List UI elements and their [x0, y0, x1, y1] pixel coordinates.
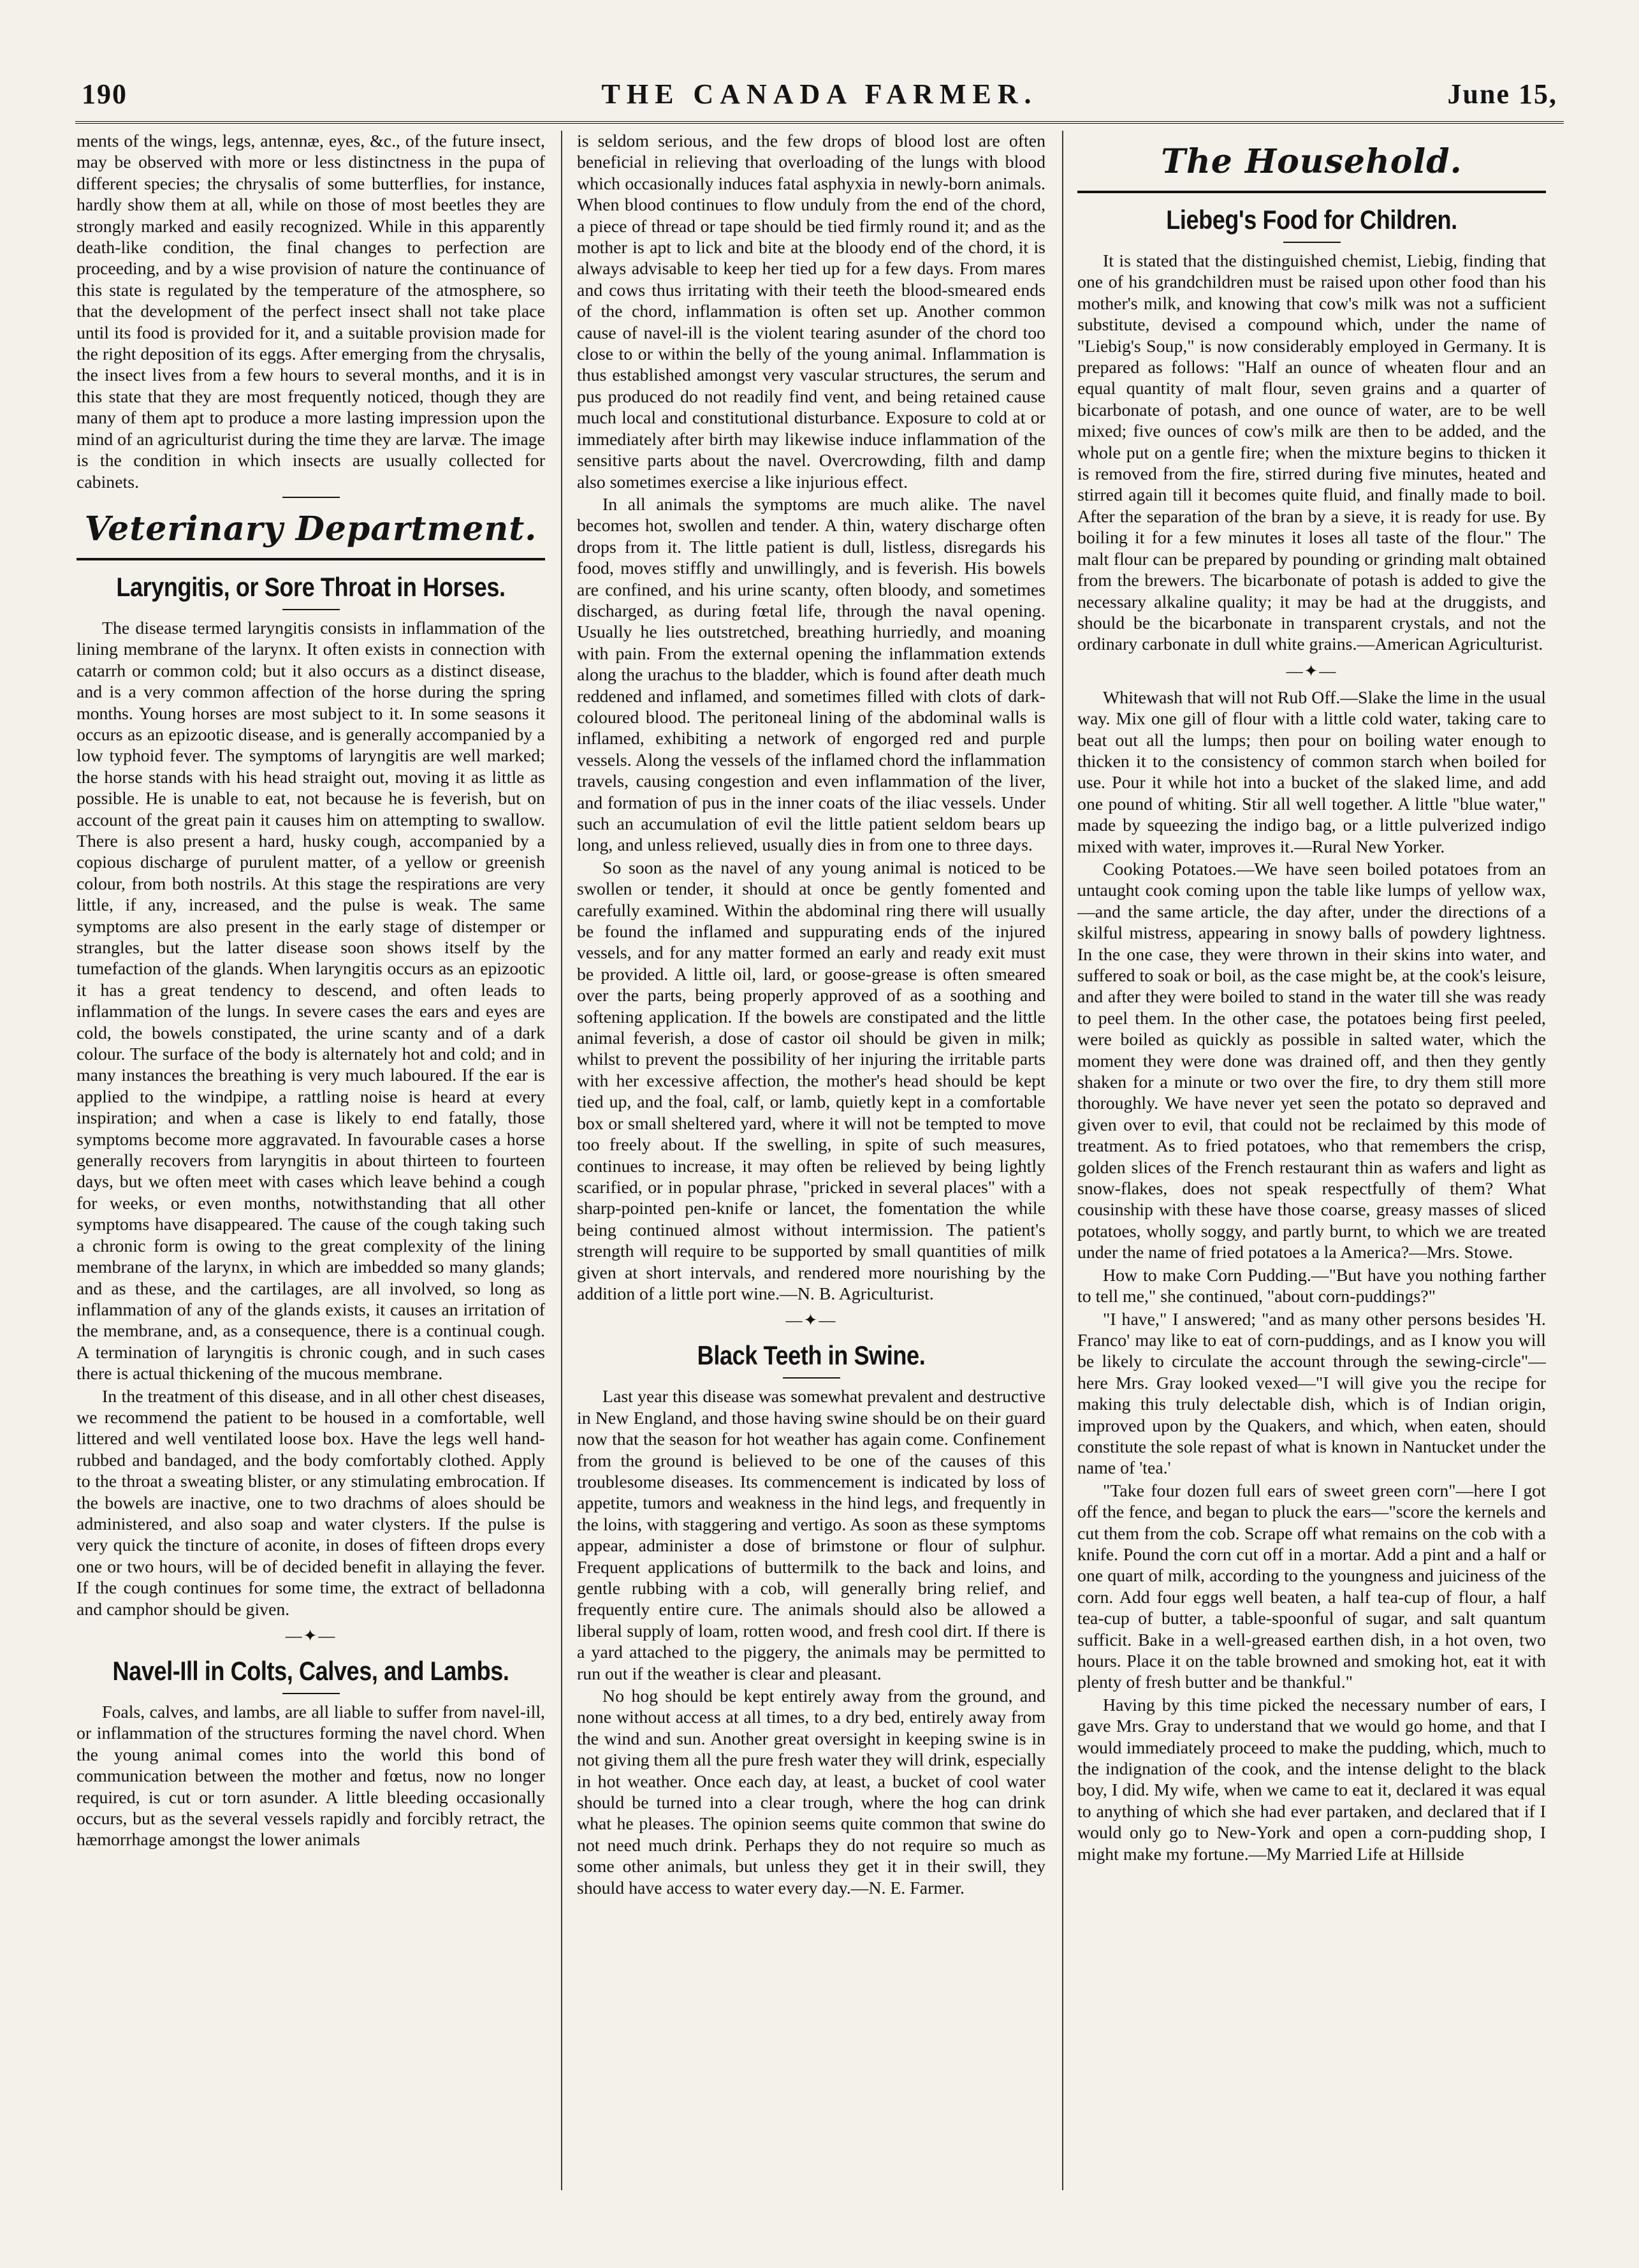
laryngitis-article-title: Laryngitis, or Sore Throat in Horses. [116, 571, 506, 602]
heading-rule [1077, 191, 1546, 193]
corn-pudding-recipe-paragraph: "Take four dozen full ears of sweet green corn"—here I got off the fence, and began to pluck the ears—"score the kernels and cut them from the cob. Scrape off what remains on the cob with a knife. Pound the corn cut off in a mortar. Add a pint and a half or one quart of milk, according to the youngness and juiciness of the corn. Add four eggs well beaten, a half tea-cup of flour, a half tea-cup of butter, a table-spoonful of sugar, and salt quantum sufficit. Bake in a well-greased earthen dish, in a hot oven, two hours. Place it on the table browned and smoking hot, eat it with plenty of fresh butter and be thankful." [1077, 1481, 1546, 1693]
black-teeth-paragraph: Last year this disease was somewhat prevalent and destructive in New England, and those having swine should be on their guard now that the season for hot weather has again come. Confinement from the ground is believed to be one of the causes of this troublesome diseases. Its commencement is indicated by loss of appetite, tumors and weakness in the hind legs, and frequently in the loins, with staggering and vertigo. As soon as these symptoms appear, administer a dose of brimstone or flour of sulphur. Frequent applications of buttermilk to the back and loins, and gentle rubbing with a cob, will generally bring relief, and frequently entire cure. The animals should also be allowed a liberal supply of loam, rotten wood, and fresh cool dirt. If there is a yard attached to the piggery, the animals may be permitted to run out if the weather is clear and pleasant. [577, 1387, 1045, 1684]
navel-ill-paragraph: Foals, calves, and lambs, are all liable to suffer from navel-ill, or inflammation of the structures forming the navel chord. When the young animal comes into the world this bond of communication between the mother and fœtus, now no longer required, is cut or torn asunder. A little bleeding occasionally occurs, but as the several vessels rapidly and forcibly retract, the hæmorrhage amongst the lower animals [76, 1702, 545, 1850]
column-divider [561, 131, 562, 2190]
corn-pudding-paragraph: Having by this time picked the necessary number of ears, I gave Mrs. Gray to understand that we would go home, and that I would immediately proceed to make the pudding, which, much to the indignation of the cook, and the intense delight to the black boy, I did. My wife, when we came to eat it, declared it was equal to anything of which she had ever partaken, and declared that if I would only go to New-York and open a corn-pudding shop, I might make my fortune.—My Married Life at Hillside [1077, 1695, 1546, 1864]
black-teeth-paragraph: No hog should be kept entirely away from the ground, and none without access at all times, to a dry bed, entirely away from the wind and sun. Another great oversight in keeping swine is in not giving them all the pure fresh water they will drink, especially in hot weather. Once each day, at least, a bucket of cool water should be turned into a clear trough, where the hog can drink what he pleases. The opinion seems quite common that swine do not need much drink. Perhaps they do not require so much as some other animals, but unless they get it in their swill, they should have access to water every day.—N. E. Farmer. [577, 1686, 1045, 1898]
navel-ill-treatment-paragraph: So soon as the navel of any young animal is noticed to be swollen or tender, it should at once be gently fomented and carefully examined. Within the abdominal ring there will usually be found the inflamed and suppurating ends of the injured vessels, and for any matter formed an early and ready exit must be provided. A little oil, lard, or goose-grease is often smeared over the parts, being properly approved of as a soothing and softening application. If the bowels are constipated and the little animal feverish, a dose of castor oil should be given in milk; whilst to prevent the possibility of her injuring the irritable parts with her excessive affection, the mother's head should be kept tied up, and the foal, calf, or lamb, quietly kept in a comfortable box or small sheltered yard, where it will not be tempted to move too freely about. If the swelling, in spite of such measures, continues to increase, it may often be relieved by being lightly scarified, or in popular phrase, "pricked in several places" with a sharp-pointed pen-knife or lancet, the fomentation the while being continued almost without intermission. The patient's strength will require to be supported by small quantities of milk given at short intervals, and rendered more nourishing by the addition of a little port wine.—N. B. Agriculturist. [577, 858, 1045, 1304]
navel-ill-symptoms-paragraph: In all animals the symptoms are much alike. The navel becomes hot, swollen and tender. A thin, watery discharge often drops from it. The little patient is dull, listless, disregards his food, moves stiffly and unwillingly, and is feverish. His bowels are confined, and his urine scanty, often bloody, and sometimes discharged, as during fœtal life, through the naval opening. Usually he lies outstretched, breathing hurriedly, and moaning with pain. From the external opening the inflammation extends along the urachus to the bladder, which is found after death much reddened and inflamed, and sometimes filled with clots of dark-coloured blood. The peritoneal lining of the abdominal walls is inflamed, exhibiting a network of engorged red and purple vessels. Along the vessels of the inflamed chord the inflammation travels, causing congestion and even inflammation of the liver, and formation of pus in the inner coats of the iliac vessels. Under such an accumulation of evil the little patient seldom bears up long, and unless relieved, usually dies in from one to three days. [577, 494, 1045, 856]
section-separator [282, 497, 340, 498]
navel-ill-continuation: is seldom serious, and the few drops of blood lost are often beneficial in relieving that overloading of the lungs with blood which occasionally induces fatal asphyxia in newly-born animals. When blood continues to flow unduly from the end of the chord, a piece of thread or tape should be tied firmly round it; and as the mother is apt to lick and bite at the bloody end of the chord, it is always advisable to keep her tied up for a few days. From mares and cows thus irritating with their teeth the blood-smeared ends of the chord, inflammation is often set up. Another common cause of navel-ill is the violent tearing asunder of the chord too close to or within the belly of the young animal. Inflammation is thus established amongst very vascular structures, the serum and pus produced do not readily find vent, and being retained cause much local and constitutional disturbance. Exposure to cold at or immediately after birth may likewise induce inflammation of the sensitive parts about the navel. Overcrowding, filth and damp also sometimes exercise a like injurious effect. [577, 131, 1045, 492]
household-department-heading: The Household. [1161, 142, 1462, 181]
masthead [75, 77, 1564, 115]
cooking-potatoes-paragraph: Cooking Potatoes.—We have seen boiled potatoes from an untaught cook coming upon the table like lumps of yellow wax,—and the same article, the day after, under the directions of a skilful mistress, appearing in snowy balls of powdery lightness. In the one case, they were thrown in their skins into water, and suffered to soak or boil, as the case might be, at the cook's leisure, and after they were boiled to stand in the water till she was ready to peel them. In the other case, the potatoes being first peeled, were boiled as quickly as possible in salted water, which the moment they were done was drained off, and then they gently shaken for a minute or two over the fire, to dry them still more thoroughly. We have never yet seen the potato so depraved and given over to evil, that could not be reclaimed by this mode of treatment. As to fried potatoes, who that remembers the crisp, golden slices of the French restaurant thin as wafers and light as snow-flakes, does not speak respectfully of them? What cousinship with these have those coarse, greasy masses of sliced potatoes, wholly soggy, and partly burnt, to which we are treated under the name of fried potatoes a la America?—Mrs. Stowe. [1077, 859, 1546, 1263]
ornament-separator: —✦— [1286, 661, 1337, 680]
whitewash-paragraph: Whitewash that will not Rub Off.—Slake the lime in the usual way. Mix one gill of flour with a little cold water, taking care to beat out all the lumps; then pour on boiling water enough to thicken it to the consistency of common starch when boiled for use. Pour it while hot into a bucket of the slaked lime, and add one pound of whiting. Stir all well together. A little "blue water," made by squeezing the indigo bag, or a little pulverized indigo mixed with water, improves it.—Rural New Yorker. [1077, 687, 1546, 857]
liebeg-paragraph: It is stated that the distinguished chemist, Liebig, finding that one of his grandchildren must be raised upon other food than his mother's milk, and knowing that cow's milk was not a sufficient substitute, devised a compound which, under the name of "Liebig's Soup," is now considerably employed in Germany. It is prepared as follows: "Half an ounce of wheaten flour and an equal quantity of malt flour, seven grains and a quarter of bicarbonate of potash, and one ounce of water, are to be well mixed; five ounces of cow's milk are then to be added, and the whole put on a gentle fire; when the mixture begins to thicken it is removed from the fire, stirred during five minutes, heated and stirred again till it becomes quite fluid, and finally made to boil. After the separation of the bran by a sieve, it is ready for use. By boiling it for a few minutes it loses all taste of the flour." The malt flour can be prepared by pounding or grinding malt obtained from the brewers. The bicarbonate of potash is added to give the necessary alkaline quality; it may be had at the druggists, and should be the bicarbonate in transparent crystals, and not the ordinary carbonate in dull white grains.—American Agriculturist. [1077, 251, 1546, 655]
masthead-rule [75, 121, 1564, 124]
issue-date: June 15, [1447, 78, 1557, 110]
ornament-separator: —✦— [285, 1627, 337, 1645]
page-number: 190 [82, 78, 127, 110]
black-teeth-article-title: Black Teeth in Swine. [697, 1340, 926, 1371]
column-2 [577, 131, 1045, 2190]
column-divider [1062, 131, 1063, 2190]
navel-ill-article-title: Navel-Ill in Colts, Calves, and Lambs. [112, 1656, 509, 1686]
ornament-separator: —✦— [785, 1311, 837, 1330]
veterinary-department-heading: Veterinary Department. [84, 509, 537, 548]
title-rule [783, 1377, 840, 1379]
newspaper-title: THE CANADA FARMER. [601, 78, 1038, 110]
title-rule [282, 609, 340, 610]
heading-rule [76, 558, 545, 560]
column-3 [1077, 131, 1546, 2190]
title-rule [1283, 242, 1341, 243]
liebeg-article-title: Liebeg's Food for Children. [1166, 205, 1457, 235]
laryngitis-paragraph: The disease termed laryngitis consists in inflammation of the lining membrane of the larynx. It often exists in connection with catarrh or common cold; but it also occurs as a distinct disease, and is a very common affection of the horse during the spring months. Young horses are most subject to it. In some seasons it occurs as an epizootic disease, and is generally accompanied by a low typhoid fever. The symptoms of laryngitis are well marked; the horse stands with his head straight out, moving it as little as possible. He is unable to eat, not because he is feverish, but on account of the great pain it causes him on attempting to swallow. There is also present a hard, husky cough, accompanied by a copious discharge of purulent matter, of a yellow or greenish colour, from both nostrils. At this stage the respirations are very little, if any, increased, and the pulse is weak. The same symptoms are also present in the early stage of distemper or strangles, but the latter disease soon shows itself by the tumefaction of the glands. When laryngitis occurs as an epizootic it has a great tendency to descend, and often leads to inflammation of the lungs. In severe cases the ears and eyes are cold, the bowels constipated, the urine scanty and of a dark colour. The surface of the body is alternately hot and cold; and in many instances the breathing is very much laboured. If the ear is applied to the windpipe, a rattling noise is heard at every inspiration; and when a case is likely to end fatally, those symptoms become more aggravated. In favourable cases a horse generally recovers from laryngitis in about thirteen to fourteen days, but we often meet with cases which leave behind a cough for weeks, or even months, notwithstanding that all other symptoms have disappeared. The cause of the cough taking such a chronic form is owing to the great complexity of the lining membrane of the larynx, in which are imbedded so many glands; and as these, and the cartilages, are all involved, so long as inflammation of any of the glands exists, it causes an irritation of the membrane, and, as a consequence, there is a continual cough. A termination of laryngitis is chronic cough, and in such cases there is actual thickening of the mucous membrane. [76, 618, 545, 1384]
laryngitis-treatment-paragraph: In the treatment of this disease, and in all other chest diseases, we recommend the patient to be housed in a comfortable, well littered and well ventilated loose box. Have the legs well hand-rubbed and bandaged, and the body comfortably clothed. Apply to the throat a sweating blister, or any stimulating embrocation. If the bowels are inactive, one to two drachms of aloes should be administered, and also soap and water clysters. If the pulse is very quick the tincture of aconite, in doses of fifteen drops every one or two hours, will be of decided benefit in allaying the fever. If the cough continues for some time, the extract of belladonna and camphor should be given. [76, 1386, 545, 1620]
corn-pudding-paragraph: How to make Corn Pudding.—"But have you nothing farther to tell me," she continued, "about corn-puddings?" [1077, 1265, 1546, 1307]
insect-article-continuation: ments of the wings, legs, antennæ, eyes, &c., of the future insect, may be observed with more or less distinctness in the pupa of different species; the chrysalis of some butterflies, for instance, hardly show them at all, while on those of most beetles they are strongly marked and easily recognized. While in this apparently death-like condition, the final changes to perfection are proceeding, and by a wise provision of nature the continuance of this state is regulated by the temperature of the atmosphere, so that the development of the perfect insect shall not take place until its food is provided for it, and a suitable provision made for the right deposition of its eggs. After emerging from the chrysalis, the insect lives from a few hours to several months, and it is in this state that they are most frequently noticed, though they are many of them apt to produce a more lasting impression upon the mind of an agriculturist during the time they are larvæ. The image is the condition in which insects are usually collected for cabinets. [76, 131, 545, 492]
corn-pudding-paragraph: "I have," I answered; "and as many other persons besides 'H. Franco' may like to eat of corn-puddings, and as I know you will be likely to circulate the account through the sewing-circle"—here Mrs. Gray looked vexed—"I will give you the recipe for making this truly delectable dish, which is of Indian origin, improved upon by the Quakers, and which, when eaten, should constitute the sole repast of what is known in Nantucket under the name of 'tea.' [1077, 1309, 1546, 1479]
title-rule [282, 1693, 340, 1694]
column-1 [76, 131, 545, 2190]
